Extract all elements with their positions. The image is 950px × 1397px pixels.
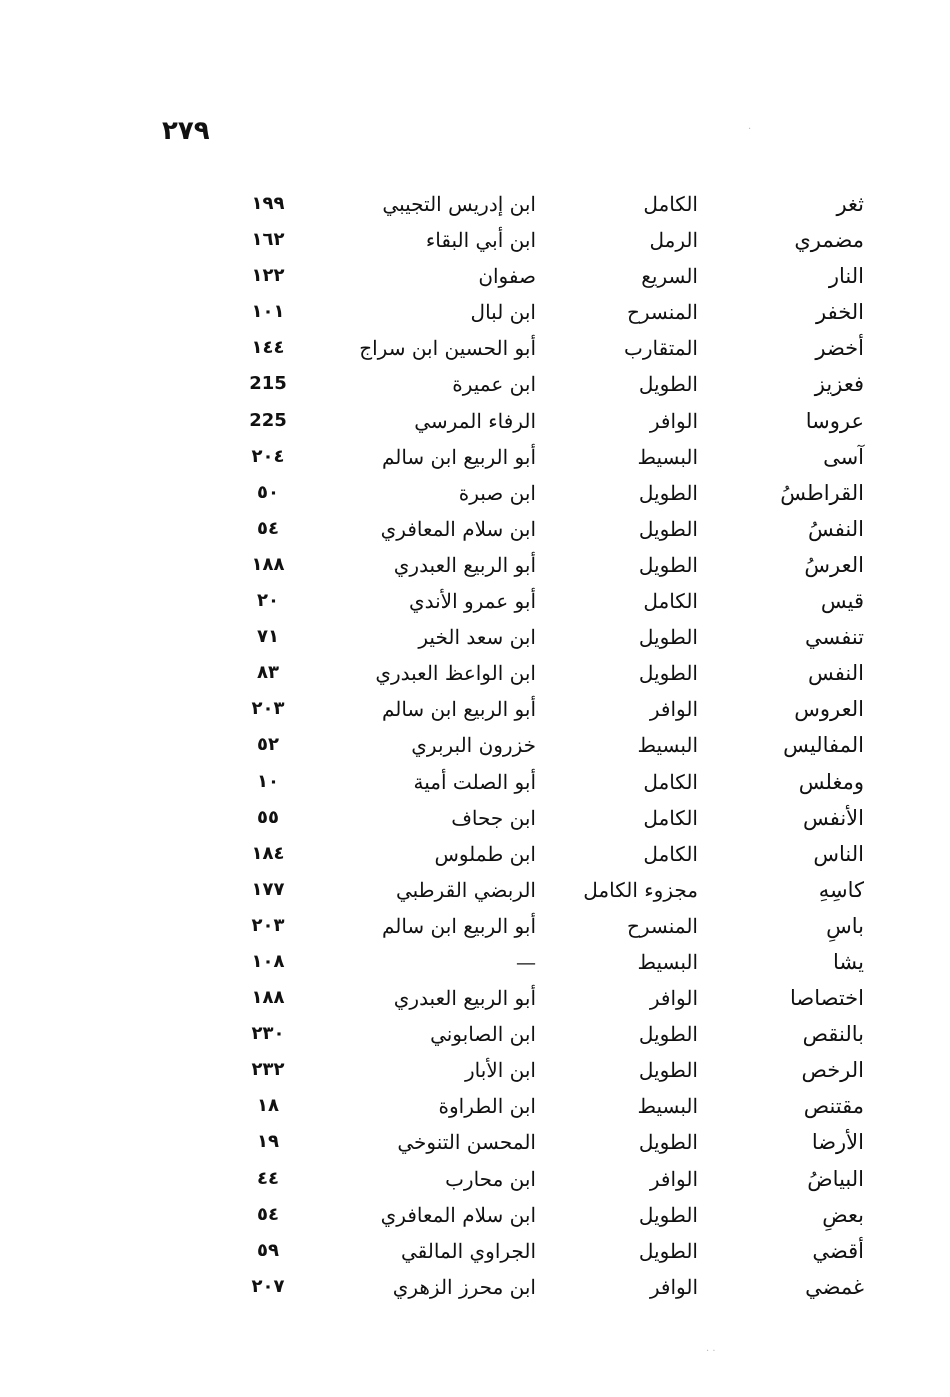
page-reference: ٢٣٢ xyxy=(251,1059,285,1081)
rhyme-word: آسى xyxy=(823,444,864,469)
table-row xyxy=(0,403,950,439)
poet-name: خزرون البربري xyxy=(411,733,536,758)
table-row xyxy=(0,330,950,366)
poet-name: صفوان xyxy=(478,264,536,289)
table-row xyxy=(0,511,950,547)
table-row xyxy=(0,1088,950,1124)
meter: الطويل xyxy=(638,552,698,577)
meter: الكامل xyxy=(643,841,698,866)
page-reference: ٥٢ xyxy=(257,734,279,756)
poet-name: ابن إدريس التجيبي xyxy=(382,192,536,216)
rhyme-word: النفس xyxy=(808,661,864,686)
rhyme-word: باسِ xyxy=(826,913,864,938)
poet-name: ابن الطراوة xyxy=(438,1094,536,1119)
table-row xyxy=(0,908,950,944)
page-reference: ١٨٨ xyxy=(251,987,285,1009)
poet-name: ابن سلام المعافري xyxy=(380,516,536,541)
rhyme-word: الأرضا xyxy=(811,1130,864,1155)
poet-name: ابن سلام المعافري xyxy=(380,1202,536,1227)
table-row xyxy=(0,691,950,727)
meter: الطويل xyxy=(638,625,698,650)
table-row xyxy=(0,547,950,583)
rhyme-word: اختصاصا xyxy=(790,986,864,1011)
page-reference: ٥٩ xyxy=(257,1239,279,1261)
table-row xyxy=(0,836,950,872)
poet-name: ابن طملوس xyxy=(434,841,536,866)
scan-speck: · · xyxy=(706,1346,716,1357)
table-row xyxy=(0,619,950,655)
page-reference: ١٠٨ xyxy=(251,950,285,972)
poet-name: ابن محرز الزهري xyxy=(392,1274,536,1299)
meter: الطويل xyxy=(638,1130,698,1155)
meter: الوافر xyxy=(649,1166,698,1191)
page-reference: ١٠ xyxy=(257,770,279,792)
poet-name: أبو الربيع ابن سالم xyxy=(381,913,536,938)
page-reference: ١٧٧ xyxy=(251,878,285,900)
table-row xyxy=(0,583,950,619)
page-reference: ١٨ xyxy=(257,1095,279,1117)
poet-name: أبو الصلت أمية xyxy=(413,769,536,794)
meter: الطويل xyxy=(638,516,698,541)
poet-name: الربضي القرطبي xyxy=(395,877,536,902)
rhyme-word: عروسا xyxy=(805,408,864,433)
table-row xyxy=(0,1269,950,1305)
meter: الطويل xyxy=(638,372,698,397)
rhyme-word: فعزيز xyxy=(814,372,864,397)
poet-name: ابن عميرة xyxy=(452,372,536,397)
table-row xyxy=(0,258,950,294)
page-reference: ٥٤ xyxy=(257,1203,279,1225)
rhyme-word: الناس xyxy=(813,841,864,866)
meter: المنسرح xyxy=(626,300,698,325)
table-row xyxy=(0,1052,950,1088)
rhyme-word: تنفسي xyxy=(804,625,864,650)
poet-name: أبو عمرو الأندي xyxy=(408,589,536,614)
table-row xyxy=(0,1016,950,1052)
poet-name: ابن محارب xyxy=(445,1166,536,1191)
page-reference: ١٢٢ xyxy=(251,265,285,287)
rhyme-word: يشا xyxy=(833,949,864,974)
page-reference: ٤٤ xyxy=(257,1167,279,1189)
rhyme-word: النار xyxy=(828,264,864,289)
rhyme-word: القراطسُ xyxy=(780,480,864,505)
table-row xyxy=(0,980,950,1016)
table-row xyxy=(0,872,950,908)
meter: الطويل xyxy=(638,1238,698,1263)
meter: الوافر xyxy=(649,986,698,1011)
rhyme-word: أقضي xyxy=(812,1238,864,1263)
page-reference: ٢٠٣ xyxy=(251,914,285,936)
poet-name: أبو الربيع ابن سالم xyxy=(381,697,536,722)
rhyme-word: المفاليس xyxy=(783,733,864,758)
poet-name: المحسن التنوخي xyxy=(397,1130,536,1155)
page-reference: ٥٥ xyxy=(257,806,279,828)
rhyme-word: بعضِ xyxy=(822,1202,864,1227)
page-reference: ٢٠٣ xyxy=(251,698,285,720)
table-row xyxy=(0,475,950,511)
rhyme-word: ثغر xyxy=(836,192,864,216)
table-row xyxy=(0,1161,950,1197)
page-reference: ٢٠٧ xyxy=(251,1275,285,1297)
table-row xyxy=(0,294,950,330)
page-reference: ٢٠٤ xyxy=(251,445,285,467)
poet-name: أبو الربيع العبدري xyxy=(393,552,536,577)
rhyme-word: النفسُ xyxy=(808,516,864,541)
page-reference: ١٦٢ xyxy=(251,229,285,251)
meter: الطويل xyxy=(638,661,698,686)
rhyme-word: الأنفس xyxy=(802,805,864,830)
rhyme-word: مضمري xyxy=(794,228,864,253)
rhyme-word: أخضر xyxy=(815,336,864,361)
poet-name: ابن جحاف xyxy=(451,805,536,830)
scan-speck: · xyxy=(748,124,752,135)
page-reference: ٢٣٠ xyxy=(251,1023,285,1045)
meter: الطويل xyxy=(638,480,698,505)
table-row xyxy=(0,1124,950,1160)
page-reference: ١٨٨ xyxy=(251,553,285,575)
page-reference: ٢٠ xyxy=(257,590,279,612)
table-row xyxy=(0,366,950,402)
meter: المنسرح xyxy=(626,913,698,938)
poet-name: — xyxy=(516,949,536,974)
rhyme-word: العروس xyxy=(794,697,864,722)
meter: الوافر xyxy=(649,1274,698,1299)
rhyme-word: كاسِهِ xyxy=(818,877,864,902)
meter: الرمل xyxy=(649,228,698,253)
poet-name: الجراوي المالقي xyxy=(400,1238,536,1263)
table-row xyxy=(0,944,950,980)
table-row xyxy=(0,222,950,258)
poet-name: ابن سعد الخير xyxy=(418,625,536,650)
page-reference: ٥٤ xyxy=(257,517,279,539)
rhyme-word: غمضي xyxy=(805,1274,864,1299)
page-reference: ١٠١ xyxy=(251,301,285,323)
rhyme-index-table xyxy=(0,186,950,1305)
meter: الكامل xyxy=(643,192,698,216)
table-row xyxy=(0,727,950,763)
table-row xyxy=(0,439,950,475)
poet-name: ابن الصابوني xyxy=(430,1022,536,1047)
poet-name: ابن الواعظ العبدري xyxy=(375,661,536,686)
meter: المتقارب xyxy=(624,336,698,361)
table-row xyxy=(0,186,950,222)
poet-name: أبو الحسين ابن سراج xyxy=(359,336,536,361)
poet-name: ابن صبرة xyxy=(458,480,536,505)
table-row xyxy=(0,1233,950,1269)
page-number: ٢٧٩ xyxy=(162,116,210,146)
meter: الطويل xyxy=(638,1022,698,1047)
poet-name: أبو الربيع ابن سالم xyxy=(381,444,536,469)
poet-name: الرفاء المرسي xyxy=(414,408,536,433)
poet-name: ابن أبي البقاء xyxy=(425,228,536,253)
poet-name: أبو الربيع العبدري xyxy=(393,986,536,1011)
page-reference: ١٤٤ xyxy=(251,337,285,359)
table-row xyxy=(0,1197,950,1233)
rhyme-word: الخفر xyxy=(816,300,864,325)
meter: البسيط xyxy=(637,949,698,974)
page-reference: ٨٣ xyxy=(257,662,279,684)
table-row xyxy=(0,764,950,800)
meter: الطويل xyxy=(638,1058,698,1083)
page-reference: ٥٠ xyxy=(257,481,279,503)
page-reference: 225 xyxy=(249,409,287,431)
meter: الطويل xyxy=(638,1202,698,1227)
meter: الكامل xyxy=(643,769,698,794)
rhyme-word: البياضُ xyxy=(807,1166,864,1191)
meter: الوافر xyxy=(649,697,698,722)
page-reference: 215 xyxy=(249,373,287,395)
rhyme-word: ومغلس xyxy=(798,769,864,794)
meter: السريع xyxy=(641,264,698,289)
page-reference: ١٨٤ xyxy=(251,842,285,864)
rhyme-word: بالنقص xyxy=(802,1022,864,1047)
rhyme-word: الرخص xyxy=(801,1058,864,1083)
meter: البسيط xyxy=(637,733,698,758)
poet-name: ابن الأبار xyxy=(465,1058,536,1083)
rhyme-word: قيس xyxy=(820,589,864,614)
page-reference: ٧١ xyxy=(257,626,279,648)
meter: الكامل xyxy=(643,589,698,614)
meter: البسيط xyxy=(637,444,698,469)
rhyme-word: العرسُ xyxy=(804,552,864,577)
rhyme-word: مقتنص xyxy=(803,1094,864,1119)
poet-name: ابن لبال xyxy=(470,300,536,325)
meter: الوافر xyxy=(649,408,698,433)
meter: مجزوء الكامل xyxy=(583,877,698,902)
page-reference: ١٩ xyxy=(257,1131,279,1153)
table-row xyxy=(0,655,950,691)
meter: البسيط xyxy=(637,1094,698,1119)
table-row xyxy=(0,800,950,836)
page-reference: ١٩٩ xyxy=(251,193,285,214)
meter: الكامل xyxy=(643,805,698,830)
